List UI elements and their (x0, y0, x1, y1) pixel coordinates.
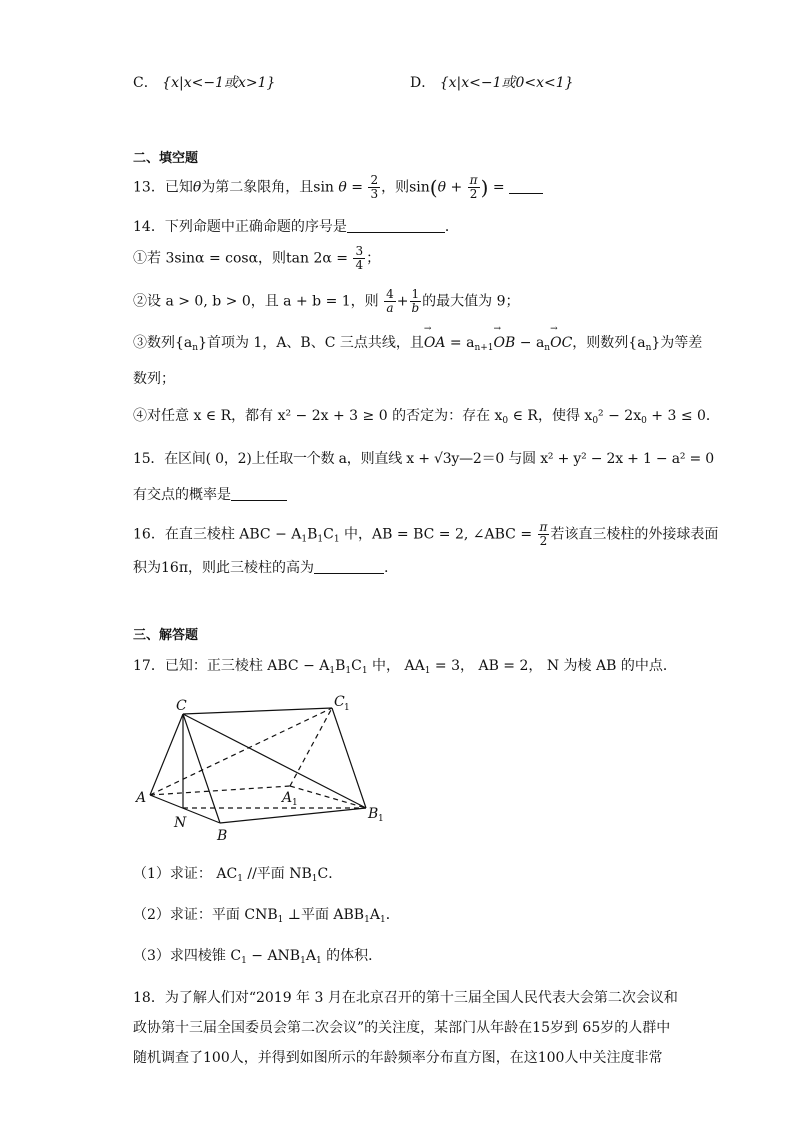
label-b1: B (368, 806, 379, 822)
q14-item-1-text: ①若 3sinα = cosα，则tan 2α = (133, 250, 349, 267)
q15-text: 有交点的概率是 (133, 487, 231, 503)
option-d-set: {x|x<−1或0<x<1} (439, 75, 574, 91)
label-c: C (176, 698, 187, 714)
q14-item-3 (133, 332, 702, 353)
q14-item-3-part-a: ③数列{a (133, 335, 193, 351)
q16-angle-fraction: $\frac{\pi}{2}$ (539, 520, 548, 548)
q14-item-2-frac-2: $\frac{1}{b}$ (411, 287, 420, 315)
q16-line2-text: 积为16π，则此三棱柱的高为 (133, 560, 315, 576)
q17-p1-b: //平面 NB (242, 866, 312, 882)
question-17 (133, 655, 677, 676)
q14-vector-oa: → OA (424, 335, 446, 351)
q14-item-3-sub-n3: n (645, 343, 652, 353)
edge-c-a (150, 714, 183, 795)
option-c-set: {x|x<−1或x>1} (162, 75, 276, 91)
question-18-line1: 18．为了解人们对“2019 年 3 月在北京召开的第十三届全国人民代表大会第二次会议和 (133, 990, 678, 1006)
q17-p3-a: （3）求四棱锥 C (133, 948, 242, 964)
q16-part-d: 中，AB = BC = 2, ∠ABC = (339, 526, 533, 543)
q17-p2-sub3: 1 (379, 915, 386, 925)
q17-p1-a: （1）求证： AC (133, 866, 238, 882)
q16-part-b: B (307, 526, 318, 543)
q16-answer-blank[interactable] (314, 561, 384, 574)
q17-p1-c: C． (317, 866, 343, 882)
q17-p2-b: ⊥平面 ABB (283, 907, 365, 923)
q14-item-3-part-f: }为等差 (651, 335, 703, 351)
label-c1-sub: 1 (344, 703, 350, 713)
label-a1: A (282, 790, 293, 806)
q14-item-4-part-d: + 3 ≤ 0． (646, 408, 720, 424)
q16-line2-end: . (384, 560, 389, 576)
q13-text-3: ，则sin (381, 179, 430, 196)
q17-part-e: = 3， AB = 2， N 为棱 AB 的中点． (430, 658, 677, 674)
q13-theta-eq: θ = (338, 179, 364, 196)
edge-c-c1 (183, 708, 332, 714)
q17-p2-c: A (369, 907, 380, 923)
option-c-letter: C． (133, 75, 158, 91)
q17-p3-c: A (305, 948, 316, 964)
label-a1-sub: 1 (292, 798, 298, 808)
question-18-line3: 随机调查了100人，并得到如图所示的年龄频率分布直方图，在这100人中关注度非常 (133, 1050, 663, 1066)
q13-theta: θ (192, 179, 202, 196)
q17-p3-sub2: 1 (300, 956, 306, 966)
q14-item-4-part-b: ∈ R，使得 x (508, 408, 593, 424)
q14-item-3-part-d: − a (515, 335, 545, 351)
q17-part-3 (133, 945, 382, 966)
label-n: N (174, 815, 187, 831)
q14-item-3-sub-n1: n+1 (474, 343, 494, 353)
q13-number: 13． (133, 179, 165, 196)
edge-a-c1 (150, 708, 332, 795)
q17-part-b: B (335, 658, 346, 674)
q17-part-d: 中， AA (367, 658, 425, 674)
q13-theta-plus: θ + (437, 179, 463, 196)
label-b: B (217, 828, 228, 844)
q14-answer-blank[interactable] (347, 220, 445, 233)
q17-p2-d: ． (385, 907, 400, 923)
q14-item-4-part-a: ④对任意 x ∈ R，都有 x² − 2x + 3 ≥ 0 的否定为：存在 x (133, 408, 503, 424)
edge-a1-c1 (290, 708, 332, 786)
q14-item-4-sub-3: 0 (641, 416, 647, 426)
q17-part-a: 17．已知：正三棱柱 ABC − A (133, 658, 330, 674)
q14-item-2-text: ②设 a > 0, b > 0，且 a + b = 1，则 (133, 293, 379, 310)
q14-item-2-end: 的最大值为 9； (422, 293, 520, 310)
q14-vector-ob: → OB (494, 335, 516, 351)
prism-figure (130, 690, 390, 850)
q16-part-a: 16．在直三棱柱 ABC − A (133, 526, 302, 543)
q13-text-1: 已知 (164, 179, 193, 196)
q14-item-3-part-c: = a (445, 335, 475, 351)
q14-item-4-sub-1: 0 (502, 416, 509, 426)
question-18-line2: 政协第十三届全国委员会第二次会议”的关注度，某部门从年龄在15岁到 65岁的人群中 (133, 1020, 671, 1036)
q13-equals: = (492, 179, 505, 196)
section-heading-fill-in: 二、填空题 (133, 151, 199, 166)
q17-p2-a: （2）求证：平面 CNB (133, 907, 278, 923)
label-b1-sub: 1 (378, 814, 384, 824)
q16-sub-1: 1 (301, 534, 308, 545)
question-14-stem (133, 216, 459, 236)
option-d (410, 72, 574, 92)
q17-part-1 (133, 863, 342, 884)
q17-sub-2: 1 (345, 666, 352, 676)
q14-item-4-part-c: ² − 2x (598, 408, 642, 424)
q15-answer-blank[interactable] (231, 488, 287, 501)
q17-p3-d: 的体积． (321, 948, 383, 964)
q13-pi-over-2: $\frac{\pi}{2}$ (469, 173, 478, 201)
question-16-line2 (133, 557, 388, 577)
q14-stem-text: 14．下列命题中正确命题的序号是 (133, 219, 347, 235)
q14-item-2-plus: + (396, 293, 409, 310)
q14-item-1 (133, 245, 380, 272)
section-heading-solutions: 三、解答题 (133, 628, 199, 643)
question-15-line1: 15．在区间( 0，2)上任取一个数 a，则直线 x + √3y—2＝0 与圆 x² + y² − 2x + 1 − a² = 0 (133, 451, 714, 467)
q14-vector-oc: → OC (550, 335, 572, 351)
q14-item-2 (133, 288, 520, 315)
q14-item-2-frac-1: $\frac{4}{a}$ (386, 287, 394, 315)
q14-item-3-part-e: ，则数列{a (572, 335, 646, 351)
q17-p3-sub: 1 (241, 956, 247, 966)
option-c (133, 72, 275, 92)
q17-sub-3: 1 (361, 666, 368, 676)
question-13: 13．已知θ为第二象限角，且sin θ = $\frac{2}{3}$ ，则sin(θ + $\frac{\pi}{2}$ ) = (133, 174, 543, 201)
edge-b-b1 (220, 808, 366, 823)
q16-part-e: 若该直三棱柱的外接球表面 (550, 526, 719, 543)
label-a: A (136, 790, 147, 806)
q17-p1-sub2: 1 (311, 874, 318, 884)
edge-a1-b1 (290, 786, 366, 808)
q13-text-2: 为第二象限角，且sin (201, 179, 334, 196)
q14-item-1-end: ； (366, 250, 381, 267)
q17-p2-sub2: 1 (364, 915, 370, 925)
option-d-letter: D． (410, 75, 436, 91)
q17-p1-sub: 1 (237, 874, 243, 884)
q17-p3-sub3: 1 (315, 956, 322, 966)
question-16-line1 (133, 521, 718, 548)
q17-p3-b: − ANB (246, 948, 301, 964)
q13-answer-blank[interactable] (509, 181, 543, 194)
q14-item-3-line2: 数列； (133, 371, 175, 387)
label-c1: C (334, 694, 345, 710)
q16-sub-2: 1 (317, 534, 324, 545)
q14-item-3-sub-n: n (192, 343, 199, 353)
q16-part-c: C (323, 526, 334, 543)
q17-p2-sub: 1 (277, 915, 284, 925)
q17-part-2 (133, 904, 400, 925)
q14-item-4-sub-2: 0 (592, 416, 599, 426)
edge-a-a1 (150, 786, 290, 795)
q14-item-3-sub-n2: n (544, 343, 551, 353)
q14-item-4 (133, 405, 720, 426)
q14-period: ． (444, 219, 459, 235)
q17-part-c: C (351, 658, 362, 674)
question-15-line2 (133, 484, 287, 504)
q17-sub-4: 1 (424, 666, 431, 676)
q13-fraction: $\frac{2}{3}$ (370, 173, 379, 201)
q14-item-1-fraction: $\frac{3}{4}$ (355, 244, 364, 272)
q17-sub-1: 1 (329, 666, 336, 676)
q16-sub-3: 1 (333, 534, 340, 545)
q14-item-3-part-b: }首项为 1，A、B、C 三点共线，且 (198, 335, 424, 351)
